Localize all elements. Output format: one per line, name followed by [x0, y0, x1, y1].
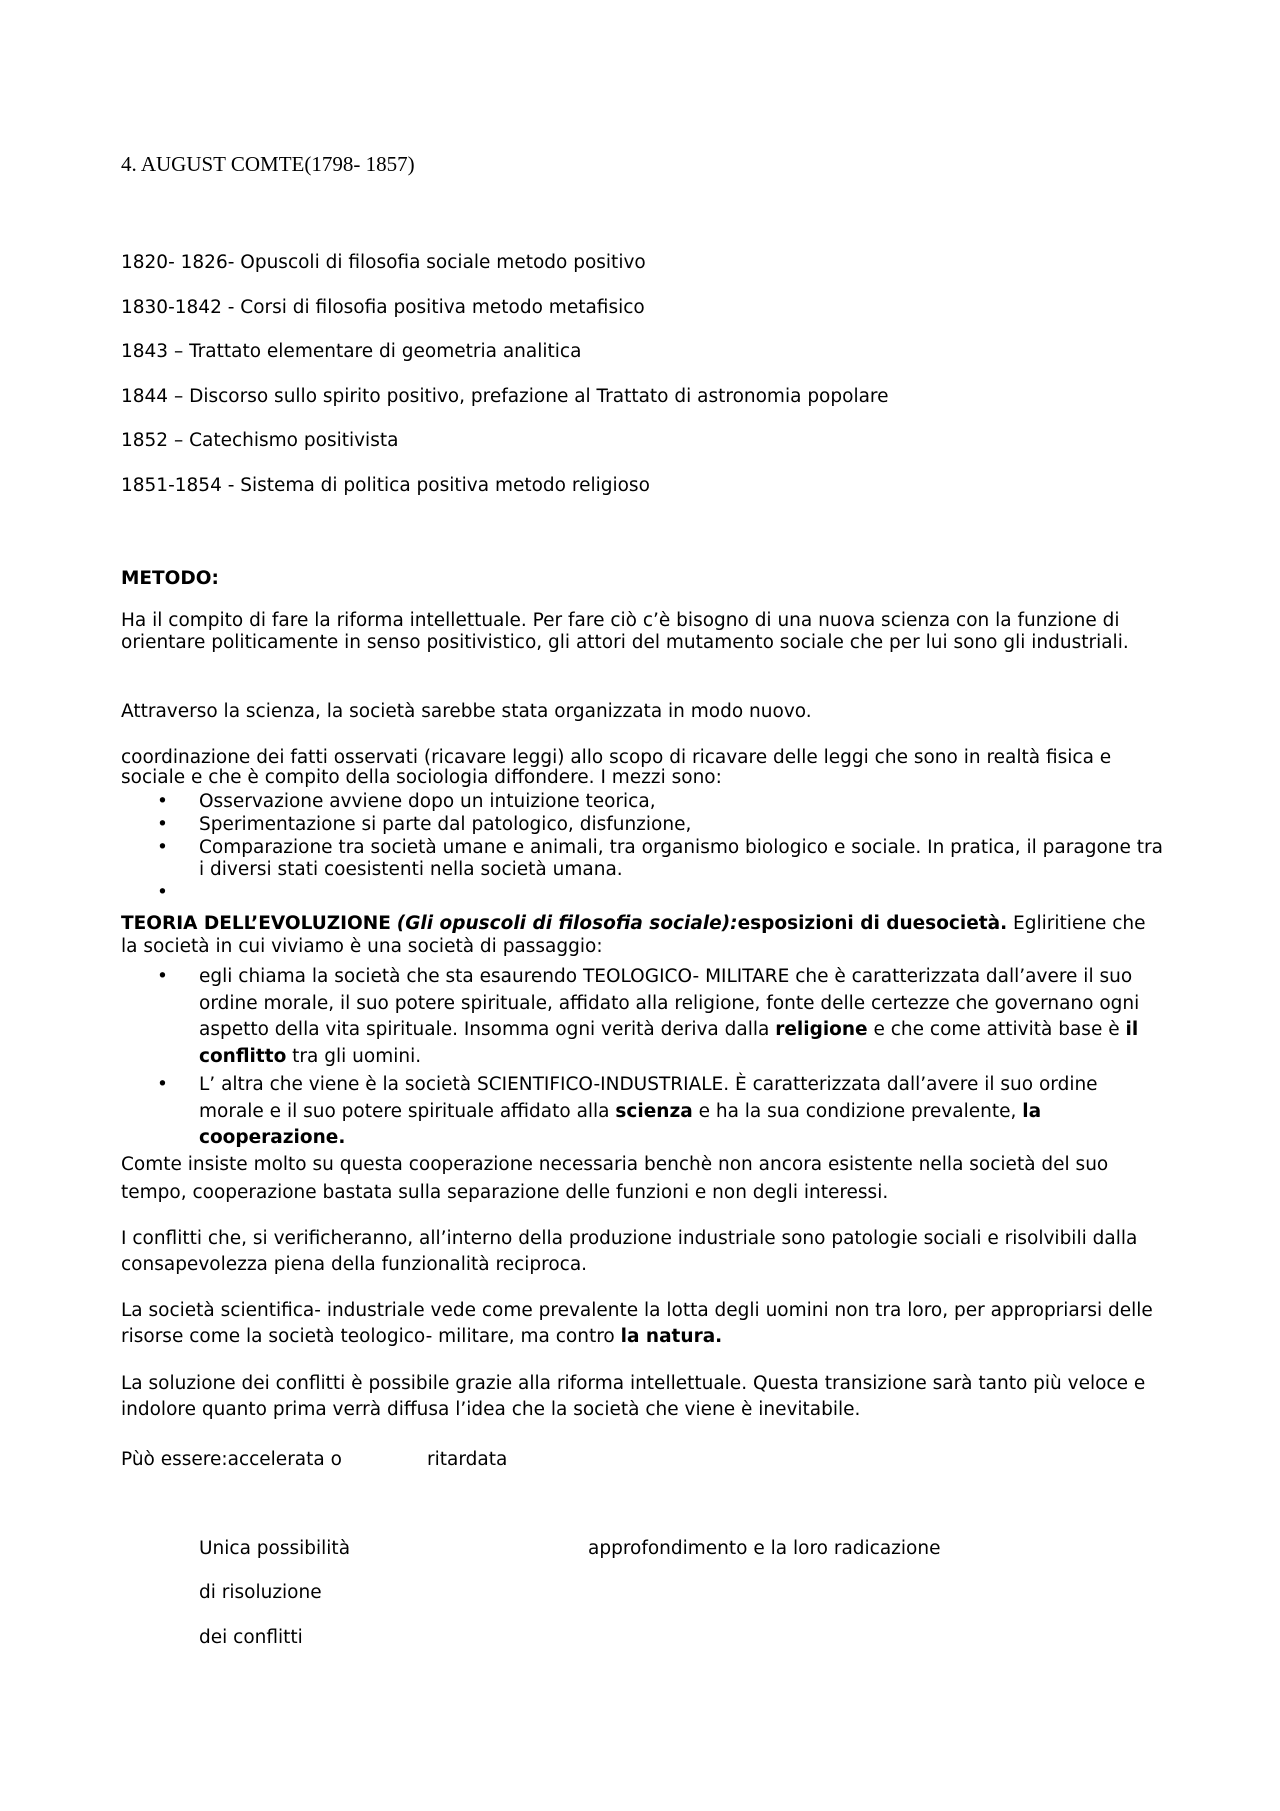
- bullet-icon: •: [157, 814, 168, 835]
- teoria-subtitle: esposizioni di duesocietà.: [737, 913, 1008, 934]
- emphasis-text: scienza: [615, 1100, 693, 1122]
- teoria-source: (Gli opuscoli di filosofia sociale):: [396, 913, 738, 934]
- bullet-icon: •: [157, 966, 168, 987]
- list-item-text: e ha la sua condizione prevalente,: [692, 1100, 1023, 1122]
- list-item-text: tra gli uomini.: [286, 1045, 422, 1067]
- list-item-text: L’ altra che viene è la società SCIENTIFICO-INDUSTRIALE. È caratterizzata dall’avere il suo ordine morale e il suo potere spirituale affidato alla: [199, 1074, 1098, 1122]
- teoria-intro-text: Egliritiene che la società in cui viviamo è una società di passaggio:: [121, 913, 1146, 957]
- work-item: 1852 – Catechismo positivista: [121, 430, 399, 451]
- bullet-icon: •: [157, 882, 168, 903]
- section-heading: 4. AUGUST COMTE(1798- 1857): [121, 152, 415, 176]
- diagram-box-line: dei conflitti: [199, 1627, 303, 1648]
- list-item: [121, 1072, 1166, 1152]
- list-item: [121, 837, 1166, 881]
- work-item: 1851-1854 - Sistema di politica positiva metodo religioso: [121, 475, 650, 496]
- diagram-label: Pùò essere:accelerata o: [121, 1449, 342, 1470]
- work-item: 1830-1842 - Corsi di filosofia positiva metodo metafisico: [121, 297, 645, 318]
- bullet-icon: •: [157, 837, 168, 858]
- work-item: 1820- 1826- Opuscoli di filosofia sociale metodo positivo: [121, 252, 646, 273]
- societies-list: [121, 964, 1166, 1152]
- teoria-intro: [121, 912, 1166, 958]
- teoria-title: TEORIA DELL’EVOLUZIONE: [121, 913, 391, 934]
- diagram-box-text: approfondimento e la loro radicazione: [588, 1538, 941, 1559]
- emphasis-text: il conflitto: [199, 1019, 1139, 1067]
- list-item-text: e che come attività base è: [867, 1019, 1126, 1040]
- list-item: [121, 964, 1166, 1070]
- bullet-icon: •: [157, 1074, 168, 1095]
- metodo-paragraph: Attraverso la scienza, la società sarebbe stata organizzata in modo nuovo.: [121, 701, 812, 722]
- paragraph-text: La società scientifica- industriale vede come prevalente la lotta degli uomini non tra loro, per appropriarsi delle risorse come la società teologico- militare, ma contro: [121, 1300, 1153, 1347]
- teoria-paragraph: Comte insiste molto su questa cooperazione necessaria benchè non ancora esistente nella società del suo tempo, cooperazione bastata sulla separazione delle funzioni e non degli interessi.: [121, 1154, 1109, 1203]
- diagram-box-line: Unica possibilità: [199, 1538, 351, 1559]
- emphasis-text: la natura.: [620, 1326, 723, 1347]
- list-item-text: Sperimentazione si parte dal patologico, disfunzione,: [199, 814, 692, 835]
- list-item-text: Osservazione avviene dopo un intuizione teorica,: [199, 791, 656, 812]
- list-item: [121, 814, 1166, 836]
- diagram-option: ritardata: [427, 1449, 508, 1470]
- teoria-paragraph: La soluzione dei conflitti è possibile grazie alla riforma intellettuale. Questa transizione sarà tanto più veloce e indolore quanto prima verrà diffusa l’idea che la società che viene è inevitabile.: [121, 1373, 1146, 1420]
- emphasis-text: religione: [775, 1019, 868, 1040]
- metodo-paragraph: coordinazione dei fatti osservati (ricavare leggi) allo scopo di ricavare delle leggi che sono in realtà fisica e sociale e che è compito della sociologia diffondere. I mezzi sono:: [121, 747, 1112, 788]
- metodo-heading: METODO:: [121, 568, 219, 589]
- means-list: [121, 791, 1166, 904]
- metodo-paragraph: Ha il compito di fare la riforma intellettuale. Per fare ciò c’è bisogno di una nuova scienza con la funzione di orientare politicamente in senso positivistico, gli attori del mutamento sociale che per lui sono gli industriali.: [121, 610, 1129, 653]
- list-item: [121, 791, 1166, 813]
- teoria-paragraph: [121, 1298, 1166, 1350]
- list-item-text: egli chiama la società che sta esaurendo TEOLOGICO- MILITARE che è caratterizzata dall’avere il suo ordine morale, il suo potere spirituale, affidato alla religione, fonte delle certezze che governano ogni aspetto della vita spirituale. Insomma ogni verità deriva dalla: [199, 966, 1140, 1040]
- list-item-text: Comparazione tra società umane e animali, tra organismo biologico e sociale. In pratica, il paragone tra i diversi stati coesistenti nella società umana.: [199, 837, 1163, 880]
- work-item: 1844 – Discorso sullo spirito positivo, prefazione al Trattato di astronomia popolare: [121, 386, 889, 407]
- work-item: 1843 – Trattato elementare di geometria analitica: [121, 341, 582, 362]
- bullet-icon: •: [157, 791, 168, 812]
- teoria-paragraph: I conflitti che, si verificheranno, all’interno della produzione industriale sono patologie sociali e risolvibili dalla consapevolezza piena della funzionalità reciproca.: [121, 1228, 1138, 1275]
- emphasis-text: la cooperazione.: [199, 1100, 1042, 1148]
- list-item: [121, 882, 1166, 904]
- diagram-box-line: di risoluzione: [199, 1582, 322, 1603]
